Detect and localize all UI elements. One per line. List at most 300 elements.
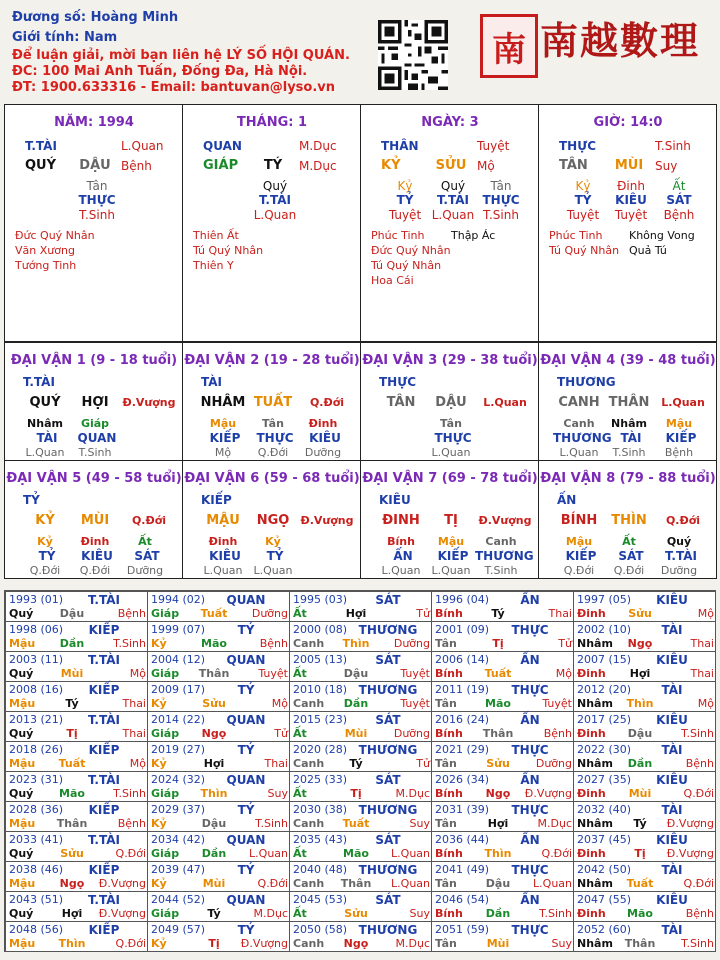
year-truong-sinh: L.Quan [249, 847, 288, 860]
hidden-thap-than: TỶ [38, 549, 56, 563]
year-chi: Thìn [342, 637, 370, 650]
than-sat-star: Hoa Cái [371, 274, 414, 287]
year-chi: Dậu [201, 817, 227, 830]
year-chi: Sửu [202, 697, 226, 710]
year-thap-than: T.TÀI [88, 653, 120, 667]
year-chi: Thân [482, 727, 514, 740]
year-thap-than: THƯƠNG [358, 683, 418, 697]
year-cell [289, 681, 432, 712]
year-cell [147, 681, 290, 712]
hidden-can: Nhâm [27, 417, 63, 430]
year-truong-sinh: M.Dục [395, 787, 430, 800]
year-label: 2022 (30) [577, 743, 632, 756]
year-truong-sinh: T.Sinh [255, 817, 288, 830]
year-truong-sinh: Bệnh [685, 907, 714, 920]
year-can: Bính [435, 727, 463, 740]
dai-van-box [4, 342, 183, 461]
year-label: 2038 (46) [9, 863, 64, 876]
thien-can: QUÝ [25, 158, 57, 173]
year-label: 2012 (20) [577, 683, 632, 696]
year-thap-than: SÁT [375, 893, 401, 907]
year-chi: Dậu [485, 877, 511, 890]
year-can: Đinh [577, 667, 606, 680]
year-truong-sinh: Tuyệt [400, 667, 430, 680]
year-can: Canh [293, 817, 325, 830]
dai-van-truong-sinh: Q.Đới [665, 514, 701, 527]
year-label: 2013 (21) [9, 713, 64, 726]
year-chi: Thìn [200, 787, 228, 800]
year-label: 1995 (03) [293, 593, 348, 606]
dai-van-can: QUÝ [29, 395, 61, 410]
hidden-thap-than: THỰC [434, 431, 472, 445]
year-can: Ất [293, 847, 307, 860]
dia-chi: DẬU [79, 158, 111, 173]
dai-van-can: MẬU [206, 513, 240, 528]
year-truong-sinh: Dưỡng [393, 727, 430, 740]
hidden-can: Quý [262, 179, 288, 193]
hidden-thap-than: TÀI [620, 431, 642, 445]
year-cell [573, 621, 716, 652]
chi-truong-sinh: Mộ [477, 159, 495, 173]
seal-glyph: 南 [492, 29, 526, 70]
year-truong-sinh: Đ.Vượng [240, 937, 288, 950]
year-can: Canh [293, 937, 325, 950]
year-label: 2025 (33) [293, 773, 348, 786]
year-can: Mậu [9, 757, 36, 770]
contact-line-1: Để luận giải, mời bạn liên hệ LÝ SỐ HỘI QUÁN. [12, 48, 350, 63]
year-cell [147, 591, 290, 622]
year-chi: Mùi [486, 937, 510, 950]
hidden-truong-sinh: Dưỡng [660, 564, 698, 577]
hidden-truong-sinh: L.Quan [203, 564, 243, 577]
hidden-can: Kỷ [575, 179, 591, 193]
pillar-box [538, 104, 717, 342]
year-chi: Dần [627, 757, 653, 770]
year-can: Giáp [151, 907, 180, 920]
than-sat-star: Phúc Tinh [549, 229, 603, 242]
year-can: Bính [435, 907, 463, 920]
year-can: Kỷ [151, 637, 167, 650]
than-sat-star: Đức Quý Nhân [371, 244, 451, 257]
top-truong-sinh: T.Sinh [655, 139, 691, 153]
year-cell [573, 681, 716, 712]
hidden-truong-sinh: Q.Đới [563, 564, 595, 577]
dai-van-box [4, 460, 183, 579]
hidden-thap-than: KIẾP [437, 549, 469, 563]
dai-van-thap-than: T.TÀI [23, 375, 55, 389]
year-thap-than: TỶ [237, 803, 255, 817]
year-chi: Tý [207, 907, 221, 920]
hidden-thap-than: KIẾP [665, 431, 697, 445]
hidden-thap-than: T.TÀI [437, 193, 469, 207]
year-can: Kỷ [151, 757, 167, 770]
year-can: Đinh [577, 787, 606, 800]
year-thap-than: T.TÀI [88, 833, 120, 847]
year-thap-than: ẤN [520, 833, 540, 847]
year-chi: Mão [201, 637, 227, 650]
dai-van-chi: TUẤT [253, 395, 293, 410]
year-thap-than: QUAN [226, 893, 266, 907]
year-truong-sinh: T.Sinh [113, 787, 146, 800]
year-truong-sinh: Suy [551, 937, 572, 950]
year-cell [147, 651, 290, 682]
hidden-can: Nhâm [611, 417, 647, 430]
hidden-can: Canh [563, 417, 595, 430]
year-chi: Hợi [203, 757, 225, 770]
top-truong-sinh: M.Dục [299, 139, 337, 153]
year-label: 1999 (07) [151, 623, 206, 636]
hidden-can: Ất [138, 535, 152, 548]
year-thap-than: TỶ [237, 863, 255, 877]
year-can: Giáp [151, 667, 180, 680]
year-cell [147, 771, 290, 802]
yearly-grid-frame [4, 590, 716, 952]
dai-van-can: ĐINH [382, 513, 420, 528]
hidden-truong-sinh: L.Quan [431, 446, 471, 459]
hidden-truong-sinh: T.Sinh [483, 208, 519, 222]
year-chi: Tuất [342, 817, 370, 830]
year-label: 2005 (13) [293, 653, 348, 666]
year-thap-than: TÀI [661, 803, 683, 817]
year-truong-sinh: Mộ [129, 667, 146, 680]
year-can: Nhâm [577, 817, 613, 830]
hidden-thap-than: QUAN [77, 431, 117, 445]
year-can: Ất [293, 727, 307, 740]
hidden-thap-than: T.TÀI [259, 193, 291, 207]
year-chi: Thìn [626, 697, 654, 710]
year-label: 2027 (35) [577, 773, 632, 786]
dai-van-chi: MÙI [80, 513, 110, 528]
than-sat-star: Quả Tú [629, 244, 667, 257]
year-cell [431, 891, 574, 922]
dia-chi: MÙI [614, 158, 644, 173]
year-truong-sinh: Thai [548, 607, 572, 620]
year-cell [289, 831, 432, 862]
than-sat-star: Thiên Ất [193, 229, 239, 242]
year-chi: Tý [65, 697, 79, 710]
dai-van-title: ĐẠI VẬN 7 (69 - 78 tuổi) [362, 471, 538, 486]
year-truong-sinh: Mộ [271, 697, 288, 710]
hidden-thap-than: TỶ [266, 549, 284, 563]
year-label: 2040 (48) [293, 863, 348, 876]
year-label: 2000 (08) [293, 623, 348, 636]
year-can: Đinh [577, 607, 606, 620]
year-thap-than: SÁT [375, 833, 401, 847]
year-thap-than: KIÊU [656, 833, 688, 847]
year-cell [5, 771, 148, 802]
year-thap-than: SÁT [375, 653, 401, 667]
year-truong-sinh: Dưỡng [535, 757, 572, 770]
year-can: Tân [435, 637, 457, 650]
dai-van-truong-sinh: Q.Đới [131, 514, 167, 527]
year-can: Tân [435, 877, 457, 890]
year-truong-sinh: Tử [274, 727, 288, 740]
year-chi: Thân [198, 667, 230, 680]
year-label: 2048 (56) [9, 923, 64, 936]
year-chi: Sửu [486, 757, 510, 770]
year-can: Ất [293, 787, 307, 800]
brand-char: 數 [620, 18, 661, 63]
year-label: 2044 (52) [151, 893, 206, 906]
year-label: 2007 (15) [577, 653, 632, 666]
year-cell [431, 921, 574, 952]
year-can: Ất [293, 607, 307, 620]
year-label: 2029 (37) [151, 803, 206, 816]
year-cell [573, 861, 716, 892]
chi-truong-sinh: Bệnh [121, 159, 152, 173]
dai-van-thap-than: TỶ [23, 493, 40, 507]
year-cell [573, 591, 716, 622]
hidden-truong-sinh: Tuyệt [614, 208, 648, 222]
year-can: Tân [435, 697, 457, 710]
year-chi: Ngọ [627, 637, 653, 650]
year-chi: Thìn [58, 937, 86, 950]
year-label: 1994 (02) [151, 593, 206, 606]
year-thap-than: TÀI [661, 683, 683, 697]
year-thap-than: THỰC [511, 803, 549, 817]
year-label: 2024 (32) [151, 773, 206, 786]
year-thap-than: TÀI [661, 743, 683, 757]
year-cell [5, 681, 148, 712]
year-label: 2028 (36) [9, 803, 64, 816]
year-thap-than: QUAN [226, 773, 266, 787]
hidden-truong-sinh: Q.Đới [257, 446, 289, 459]
year-label: 2034 (42) [151, 833, 206, 846]
year-label: 2023 (31) [9, 773, 64, 786]
hidden-thap-than: KIẾP [565, 549, 597, 563]
year-thap-than: THỰC [511, 743, 549, 757]
year-chi: Mão [59, 787, 85, 800]
year-label: 2050 (58) [293, 923, 348, 936]
year-thap-than: TỶ [237, 743, 255, 757]
year-chi: Ngọ [201, 727, 227, 740]
year-chi: Mùi [628, 787, 652, 800]
hidden-can: Kỷ [37, 535, 53, 548]
thien-can: GIÁP [203, 158, 239, 173]
dai-van-chi: HỢI [81, 395, 109, 410]
hidden-can: Tân [490, 179, 512, 193]
year-cell [5, 861, 148, 892]
hidden-thap-than: THỰC [482, 193, 520, 207]
dai-van-can: TÂN [386, 395, 416, 410]
hidden-thap-than: SÁT [618, 549, 644, 563]
dai-van-truong-sinh: Đ.Vượng [122, 396, 176, 409]
year-truong-sinh: Suy [267, 787, 288, 800]
year-truong-sinh: Tử [558, 637, 572, 650]
hidden-thap-than: THƯƠNG [553, 431, 612, 445]
year-can: Bính [435, 667, 463, 680]
year-can: Giáp [151, 607, 180, 620]
dai-van-thap-than: THƯƠNG [557, 375, 616, 389]
hidden-thap-than: SÁT [666, 193, 692, 207]
year-label: 2046 (54) [435, 893, 490, 906]
year-cell [431, 771, 574, 802]
year-cell [573, 801, 716, 832]
hidden-thap-than: ẤN [393, 549, 413, 563]
year-can: Canh [293, 637, 325, 650]
year-can: Canh [293, 697, 325, 710]
dia-chi: SỬU [435, 158, 467, 173]
year-label: 2008 (16) [9, 683, 64, 696]
year-truong-sinh: Q.Đới [115, 937, 146, 950]
year-thap-than: KIẾP [88, 863, 120, 877]
year-thap-than: T.TÀI [88, 713, 120, 727]
hidden-truong-sinh: L.Quan [559, 446, 599, 459]
year-label: 2037 (45) [577, 833, 632, 846]
year-truong-sinh: L.Quan [391, 877, 430, 890]
year-chi: Tị [208, 937, 220, 950]
year-can: Giáp [151, 727, 180, 740]
hidden-can: Đinh [308, 417, 338, 430]
year-truong-sinh: Dưỡng [251, 607, 288, 620]
year-chi: Sửu [60, 847, 84, 860]
year-chi: Tý [349, 757, 363, 770]
year-thap-than: THỰC [511, 683, 549, 697]
thien-can: KỶ [381, 158, 401, 173]
year-chi: Tị [492, 637, 504, 650]
year-cell [573, 711, 716, 742]
year-chi: Mùi [60, 667, 84, 680]
dai-van-title: ĐẠI VẬN 6 (59 - 68 tuổi) [184, 471, 360, 486]
year-cell [289, 921, 432, 952]
year-label: 2041 (49) [435, 863, 490, 876]
hidden-thap-than: KIÊU [209, 549, 241, 563]
hidden-can: Mậu [665, 417, 693, 430]
year-can: Mậu [9, 937, 36, 950]
hidden-truong-sinh: Bệnh [664, 446, 694, 459]
hidden-truong-sinh: Mộ [214, 446, 232, 459]
year-thap-than: ẤN [520, 713, 540, 727]
year-label: 1998 (06) [9, 623, 64, 636]
year-thap-than: TỶ [237, 923, 255, 937]
thien-can: TÂN [559, 158, 588, 173]
year-chi: Tý [491, 607, 505, 620]
year-thap-than: T.TÀI [88, 773, 120, 787]
hidden-can: Đinh [208, 535, 238, 548]
seal-stamp [480, 14, 538, 78]
year-cell [289, 741, 432, 772]
year-chi: Dậu [627, 727, 653, 740]
top-thap-than: T.TÀI [25, 139, 57, 153]
hidden-thap-than: KIẾP [209, 431, 241, 445]
hidden-thap-than: THƯƠNG [475, 549, 534, 563]
year-label: 2011 (19) [435, 683, 490, 696]
year-can: Ất [293, 667, 307, 680]
brand-char: 理 [660, 18, 701, 63]
header [0, 0, 720, 102]
qr-code-icon[interactable] [378, 20, 448, 90]
year-chi: Dậu [59, 607, 85, 620]
hidden-can: Giáp [80, 417, 110, 430]
hidden-can: Mậu [565, 535, 593, 548]
dai-van-thap-than: ẤN [557, 493, 577, 507]
dai-van-box [538, 342, 717, 461]
year-truong-sinh: Thai [690, 637, 714, 650]
dia-chi: TÝ [263, 158, 283, 173]
year-cell [5, 621, 148, 652]
year-cell [5, 891, 148, 922]
year-cell [5, 831, 148, 862]
year-thap-than: QUAN [226, 833, 266, 847]
year-label: 2047 (55) [577, 893, 632, 906]
hidden-thap-than: T.TÀI [665, 549, 697, 563]
top-thap-than: QUAN [203, 139, 242, 153]
hidden-thap-than: SÁT [134, 549, 160, 563]
year-chi: Tị [66, 727, 78, 740]
year-truong-sinh: Thai [122, 697, 146, 710]
year-truong-sinh: Bệnh [259, 637, 288, 650]
dai-van-can: NHÂM [200, 395, 246, 410]
pillar-title: GIỜ: 14:0 [593, 115, 663, 130]
year-label: 2006 (14) [435, 653, 490, 666]
than-sat-star: Thập Ác [451, 229, 496, 242]
year-thap-than: ẤN [520, 593, 540, 607]
hidden-can: Kỷ [397, 179, 413, 193]
year-chi: Tuất [200, 607, 228, 620]
hidden-can: Quý [440, 179, 466, 193]
year-cell [147, 801, 290, 832]
year-truong-sinh: Mộ [129, 757, 146, 770]
duong-so-value: Hoàng Minh [90, 10, 179, 25]
hidden-thap-than: TỶ [574, 193, 592, 207]
year-can: Quý [9, 907, 34, 920]
year-can: Canh [293, 877, 325, 890]
hidden-can: Đinh [80, 535, 110, 548]
year-can: Bính [435, 787, 463, 800]
year-chi: Ngọ [343, 937, 369, 950]
year-chi: Thìn [484, 847, 512, 860]
year-cell [431, 591, 574, 622]
year-label: 2009 (17) [151, 683, 206, 696]
hidden-truong-sinh: L.Quan [431, 564, 471, 577]
year-thap-than: KIÊU [656, 653, 688, 667]
year-can: Giáp [151, 787, 180, 800]
year-truong-sinh: Tuyệt [400, 697, 430, 710]
year-can: Quý [9, 607, 34, 620]
year-can: Kỷ [151, 937, 167, 950]
year-chi: Tý [633, 817, 647, 830]
top-truong-sinh: L.Quan [121, 139, 164, 153]
hidden-thap-than: THỰC [78, 193, 116, 207]
year-label: 2019 (27) [151, 743, 206, 756]
year-thap-than: THƯƠNG [358, 803, 418, 817]
year-label: 2033 (41) [9, 833, 64, 846]
hidden-can: Quý [666, 535, 692, 548]
year-can: Đinh [577, 847, 606, 860]
year-chi: Tuất [484, 667, 512, 680]
year-cell [147, 861, 290, 892]
year-thap-than: THỰC [511, 863, 549, 877]
year-cell [5, 921, 148, 952]
year-truong-sinh: Suy [409, 817, 430, 830]
hidden-truong-sinh: T.Sinh [79, 208, 115, 222]
dai-van-can: BÍNH [560, 513, 598, 528]
year-label: 2026 (34) [435, 773, 490, 786]
year-can: Ất [293, 907, 307, 920]
pillar-title: THÁNG: 1 [236, 115, 308, 130]
year-can: Canh [293, 757, 325, 770]
year-can: Mậu [9, 817, 36, 830]
hidden-truong-sinh: L.Quan [431, 208, 475, 222]
year-cell [5, 651, 148, 682]
year-cell [289, 591, 432, 622]
year-truong-sinh: Đ.Vượng [98, 907, 146, 920]
hidden-truong-sinh: T.Sinh [78, 446, 112, 459]
year-label: 2043 (51) [9, 893, 64, 906]
year-thap-than: ẤN [520, 653, 540, 667]
duong-so-line [12, 10, 178, 26]
year-chi: Hợi [345, 607, 367, 620]
